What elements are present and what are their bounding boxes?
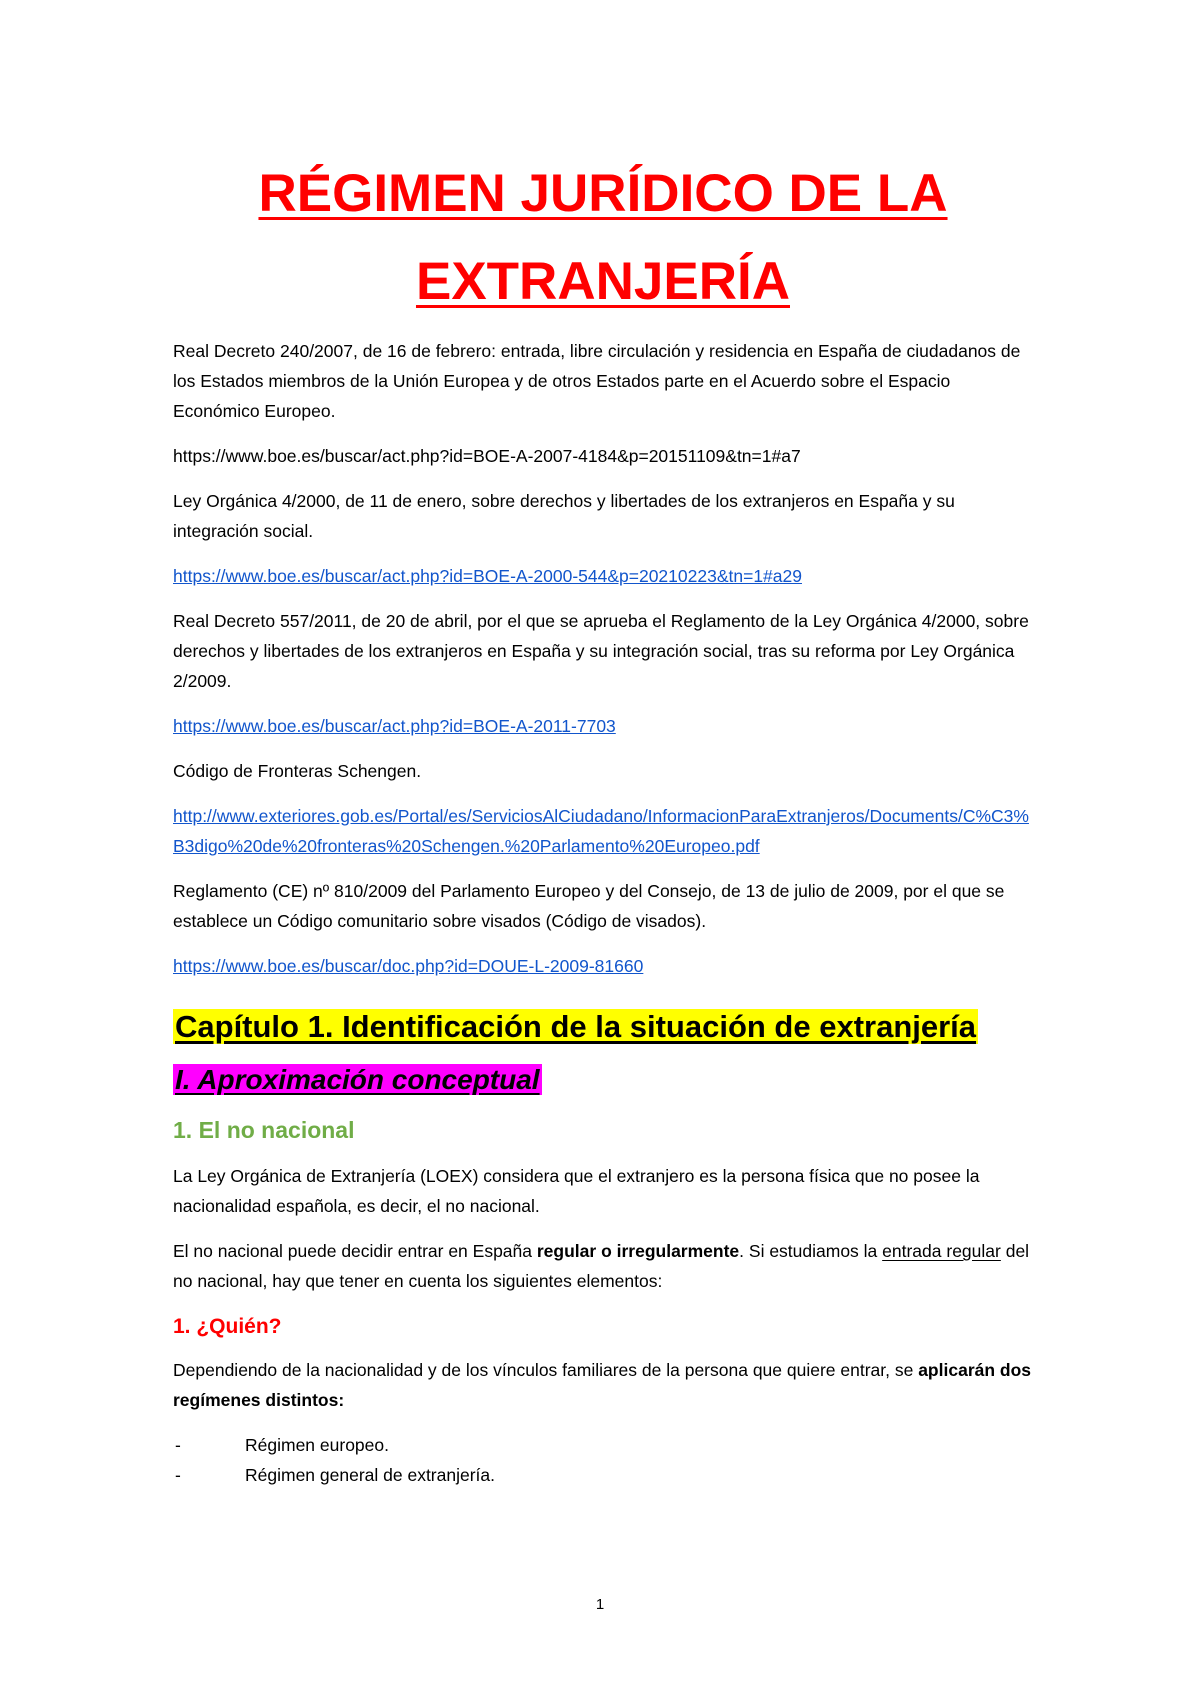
list-dash: - — [175, 1465, 181, 1485]
subsection-heading: 1. El no nacional — [173, 1117, 355, 1143]
list-item-text: Régimen europeo. — [245, 1435, 389, 1455]
paragraph-loex: La Ley Orgánica de Extranjería (LOEX) considera que el extranjero es la persona física que no posee la nacionalidad española, es decir, el no nacional. — [173, 1166, 980, 1216]
reference-link[interactable]: http://www.exteriores.gob.es/Portal/es/ServiciosAlCiudadano/InformacionParaExtranjeros/Documents/C%C3%B3digo%20de%20fronteras%20Schengen.%20Parlamento%20Europeo.pdf — [173, 806, 1029, 856]
paragraph-regimes — [173, 1355, 1033, 1415]
reference-link[interactable]: https://www.boe.es/buscar/act.php?id=BOE-A-2000-544&p=20210223&tn=1#a29 — [173, 566, 802, 586]
section-heading — [173, 1061, 1033, 1099]
reference-link[interactable]: https://www.boe.es/buscar/act.php?id=BOE-A-2007-4184&p=20151109&tn=1#a7 — [173, 446, 801, 466]
paragraph-entry-text: El no nacional puede decidir entrar en España — [173, 1241, 537, 1261]
paragraph-regimes-text: Dependiendo de la nacionalidad y de los vínculos familiares de la persona que quiere entrar, se — [173, 1360, 919, 1380]
list-item — [173, 1430, 1033, 1460]
reference-link[interactable]: https://www.boe.es/buscar/doc.php?id=DOUE-L-2009-81660 — [173, 956, 644, 976]
reference-url — [173, 801, 1033, 861]
reference-text: Real Decreto 557/2011, de 20 de abril, por el que se aprueba el Reglamento de la Ley Orgánica 4/2000, sobre derechos y libertades de los extranjeros en España y su integración social, tras su reforma por Ley Orgánica 2/2009. — [173, 611, 1029, 691]
reference-link[interactable]: https://www.boe.es/buscar/act.php?id=BOE-A-2011-7703 — [173, 716, 616, 736]
title-line-1: RÉGIMEN JURÍDICO DE LA — [258, 164, 948, 223]
chapter-heading-text: Capítulo 1. Identificación de la situación de extranjería — [175, 1009, 977, 1044]
list-dash: - — [175, 1435, 181, 1455]
list-item — [173, 1460, 1033, 1490]
chapter-heading — [173, 1007, 1033, 1047]
paragraph-entry-underlined: entrada regular — [882, 1241, 1001, 1261]
question-heading: 1. ¿Quién? — [173, 1315, 282, 1338]
paragraph-entry-text: . Si estudiamos la — [739, 1241, 883, 1261]
list-item-text: Régimen general de extranjería. — [245, 1465, 496, 1485]
reference-text: Reglamento (CE) nº 810/2009 del Parlamento Europeo y del Consejo, de 13 de julio de 2009, por el que se establece un Código comunitario sobre visados (Código de visados). — [173, 881, 1005, 931]
document-title — [173, 150, 1033, 326]
reference-url — [173, 711, 1033, 741]
regimes-list — [173, 1430, 1033, 1490]
document-page — [173, 150, 1033, 1490]
title-line-2: EXTRANJERÍA — [415, 252, 790, 311]
paragraph-entry — [173, 1236, 1033, 1296]
paragraph-regimes-bold: aplicarán dos regímenes distintos: — [173, 1360, 1032, 1410]
paragraph-entry-bold: regular o irregularmente — [536, 1241, 740, 1261]
reference-text: Real Decreto 240/2007, de 16 de febrero: entrada, libre circulación y residencia en España de ciudadanos de los Estados miembros de la Unión Europea y de otros Estados parte en el Acuerdo sobre el Espacio Económico Europeo. — [173, 341, 1021, 421]
reference-url — [173, 951, 1033, 981]
paragraph-entry-text: del no nacional, hay que tener en cuenta los siguientes elementos: — [173, 1241, 1030, 1291]
reference-text: Código de Fronteras Schengen. — [173, 761, 422, 781]
reference-text: Ley Orgánica 4/2000, de 11 de enero, sobre derechos y libertades de los extranjeros en España y su integración social. — [173, 491, 955, 541]
reference-url — [173, 441, 1033, 471]
section-heading-text: I. Aproximación conceptual — [175, 1064, 540, 1095]
page-number: 1 — [595, 1596, 605, 1613]
reference-url — [173, 561, 1033, 591]
